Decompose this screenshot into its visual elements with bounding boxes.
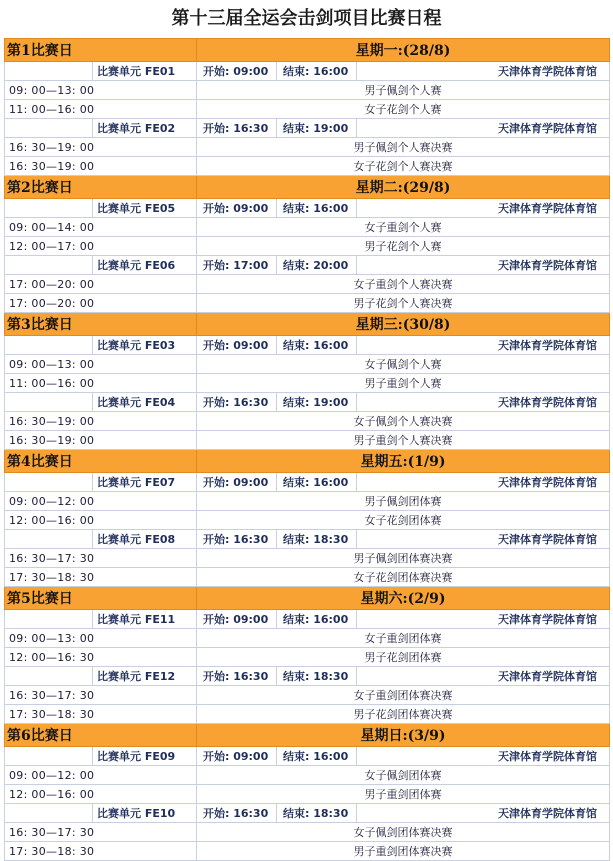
session-venue: 天津体育学院体育馆 [357, 610, 610, 629]
event-name: 女子重剑团体赛 [197, 629, 610, 648]
session-start: 开始: 09:00 [197, 610, 277, 629]
event-name: 女子花剑个人赛 [197, 100, 610, 119]
session-unit: 比赛单元 FE02 [93, 119, 197, 138]
session-start: 开始: 09:00 [197, 62, 277, 81]
day-header-row [5, 39, 610, 62]
session-start: 开始: 16:30 [197, 393, 277, 412]
session-unit: 比赛单元 FE08 [93, 530, 197, 549]
session-venue: 天津体育学院体育馆 [357, 256, 610, 275]
event-time: 16: 30—19: 00 [5, 412, 197, 431]
session-row [5, 667, 610, 686]
event-row [5, 842, 610, 861]
event-time: 09: 00—12: 00 [5, 492, 197, 511]
event-time: 09: 00—13: 00 [5, 629, 197, 648]
event-time: 12: 00—16: 00 [5, 511, 197, 530]
event-row [5, 511, 610, 530]
day-label: 第6比赛日 [5, 724, 197, 747]
event-row [5, 100, 610, 119]
event-time: 16: 30—19: 00 [5, 138, 197, 157]
event-name: 男子重剑团体赛决赛 [197, 842, 610, 861]
event-row [5, 275, 610, 294]
day-header-row [5, 313, 610, 336]
session-unit: 比赛单元 FE10 [93, 804, 197, 823]
event-name: 女子佩剑团体赛决赛 [197, 823, 610, 842]
event-row [5, 492, 610, 511]
day-date: 星期日:(3/9) [197, 724, 610, 747]
event-row [5, 823, 610, 842]
page-title: 第十三届全运会击剑项目比赛日程 [171, 8, 442, 29]
event-time: 17: 30—18: 30 [5, 842, 197, 861]
session-start: 开始: 16:30 [197, 804, 277, 823]
spacer-cell [5, 393, 93, 412]
event-row [5, 766, 610, 785]
schedule-document [4, 0, 609, 861]
event-time: 12: 00—16: 00 [5, 785, 197, 804]
session-venue: 天津体育学院体育馆 [357, 62, 610, 81]
day-date: 星期五:(1/9) [197, 450, 610, 473]
session-end: 结束: 16:00 [277, 62, 357, 81]
event-time: 09: 00—13: 00 [5, 81, 197, 100]
event-name: 男子花剑个人赛 [197, 237, 610, 256]
session-row [5, 747, 610, 766]
session-end: 结束: 18:30 [277, 667, 357, 686]
session-start: 开始: 09:00 [197, 199, 277, 218]
session-unit: 比赛单元 FE01 [93, 62, 197, 81]
event-name: 女子佩剑个人赛 [197, 355, 610, 374]
session-unit: 比赛单元 FE03 [93, 336, 197, 355]
event-time: 16: 30—19: 00 [5, 431, 197, 450]
event-row [5, 157, 610, 176]
session-venue: 天津体育学院体育馆 [357, 393, 610, 412]
session-start: 开始: 16:30 [197, 119, 277, 138]
spacer-cell [5, 199, 93, 218]
session-row [5, 610, 610, 629]
session-venue: 天津体育学院体育馆 [357, 747, 610, 766]
event-name: 男子佩剑个人赛 [197, 81, 610, 100]
event-name: 女子花剑个人赛决赛 [197, 157, 610, 176]
event-name: 男子重剑个人赛决赛 [197, 431, 610, 450]
session-row [5, 199, 610, 218]
session-venue: 天津体育学院体育馆 [357, 473, 610, 492]
event-row [5, 355, 610, 374]
session-venue: 天津体育学院体育馆 [357, 119, 610, 138]
event-name: 男子花剑团体赛 [197, 648, 610, 667]
event-name: 男子重剑个人赛 [197, 374, 610, 393]
event-name: 男子花剑团体赛决赛 [197, 705, 610, 724]
spacer-cell [5, 530, 93, 549]
day-header-row [5, 587, 610, 610]
event-row [5, 686, 610, 705]
session-end: 结束: 19:00 [277, 393, 357, 412]
event-time: 17: 00—20: 00 [5, 294, 197, 313]
event-name: 男子佩剑团体赛决赛 [197, 549, 610, 568]
session-row [5, 530, 610, 549]
event-name: 女子佩剑个人赛决赛 [197, 412, 610, 431]
session-row [5, 393, 610, 412]
spacer-cell [5, 747, 93, 766]
event-name: 男子佩剑个人赛决赛 [197, 138, 610, 157]
session-start: 开始: 17:00 [197, 256, 277, 275]
session-unit: 比赛单元 FE12 [93, 667, 197, 686]
session-end: 结束: 16:00 [277, 473, 357, 492]
event-name: 男子花剑个人赛决赛 [197, 294, 610, 313]
day-date: 星期一:(28/8) [197, 39, 610, 62]
session-end: 结束: 16:00 [277, 610, 357, 629]
event-time: 17: 30—18: 30 [5, 705, 197, 724]
event-row [5, 294, 610, 313]
event-row [5, 629, 610, 648]
session-start: 开始: 16:30 [197, 667, 277, 686]
session-end: 结束: 20:00 [277, 256, 357, 275]
session-start: 开始: 16:30 [197, 530, 277, 549]
session-unit: 比赛单元 FE06 [93, 256, 197, 275]
session-venue: 天津体育学院体育馆 [357, 199, 610, 218]
session-unit: 比赛单元 FE09 [93, 747, 197, 766]
event-row [5, 549, 610, 568]
event-row [5, 648, 610, 667]
event-row [5, 374, 610, 393]
session-row [5, 473, 610, 492]
event-time: 17: 00—20: 00 [5, 275, 197, 294]
session-venue: 天津体育学院体育馆 [357, 336, 610, 355]
schedule-table [4, 38, 610, 861]
event-time: 11: 00—16: 00 [5, 374, 197, 393]
event-time: 09: 00—14: 00 [5, 218, 197, 237]
day-label: 第3比赛日 [5, 313, 197, 336]
event-name: 男子重剑团体赛 [197, 785, 610, 804]
event-time: 17: 30—18: 30 [5, 568, 197, 587]
event-name: 女子重剑个人赛 [197, 218, 610, 237]
event-row [5, 412, 610, 431]
session-row [5, 62, 610, 81]
event-row [5, 785, 610, 804]
event-row [5, 237, 610, 256]
event-time: 12: 00—17: 00 [5, 237, 197, 256]
session-unit: 比赛单元 FE04 [93, 393, 197, 412]
spacer-cell [5, 473, 93, 492]
session-start: 开始: 09:00 [197, 747, 277, 766]
session-row [5, 256, 610, 275]
session-unit: 比赛单元 FE11 [93, 610, 197, 629]
day-label: 第2比赛日 [5, 176, 197, 199]
event-time: 09: 00—13: 00 [5, 355, 197, 374]
session-venue: 天津体育学院体育馆 [357, 667, 610, 686]
spacer-cell [5, 336, 93, 355]
day-date: 星期二:(29/8) [197, 176, 610, 199]
day-header-row [5, 724, 610, 747]
session-end: 结束: 18:30 [277, 804, 357, 823]
spacer-cell [5, 610, 93, 629]
event-time: 16: 30—19: 00 [5, 157, 197, 176]
session-start: 开始: 09:00 [197, 473, 277, 492]
spacer-cell [5, 256, 93, 275]
event-row [5, 431, 610, 450]
session-start: 开始: 09:00 [197, 336, 277, 355]
day-label: 第4比赛日 [5, 450, 197, 473]
session-end: 结束: 18:30 [277, 530, 357, 549]
day-label: 第5比赛日 [5, 587, 197, 610]
event-time: 12: 00—16: 30 [5, 648, 197, 667]
day-date: 星期三:(30/8) [197, 313, 610, 336]
session-end: 结束: 19:00 [277, 119, 357, 138]
day-header-row [5, 176, 610, 199]
spacer-cell [5, 119, 93, 138]
session-end: 结束: 16:00 [277, 747, 357, 766]
event-time: 09: 00—12: 00 [5, 766, 197, 785]
session-row [5, 119, 610, 138]
event-time: 11: 00—16: 00 [5, 100, 197, 119]
session-unit: 比赛单元 FE05 [93, 199, 197, 218]
session-venue: 天津体育学院体育馆 [357, 530, 610, 549]
event-time: 16: 30—17: 30 [5, 549, 197, 568]
session-end: 结束: 16:00 [277, 199, 357, 218]
event-time: 16: 30—17: 30 [5, 823, 197, 842]
event-name: 女子重剑个人赛决赛 [197, 275, 610, 294]
spacer-cell [5, 667, 93, 686]
event-name: 女子花剑团体赛 [197, 511, 610, 530]
session-row [5, 804, 610, 823]
day-label: 第1比赛日 [5, 39, 197, 62]
spacer-cell [5, 804, 93, 823]
event-row [5, 568, 610, 587]
event-row [5, 218, 610, 237]
event-name: 女子花剑团体赛决赛 [197, 568, 610, 587]
event-name: 男子佩剑团体赛 [197, 492, 610, 511]
day-header-row [5, 450, 610, 473]
session-row [5, 336, 610, 355]
event-time: 16: 30—17: 30 [5, 686, 197, 705]
event-name: 女子佩剑团体赛 [197, 766, 610, 785]
event-name: 女子重剑团体赛决赛 [197, 686, 610, 705]
event-row [5, 81, 610, 100]
event-row [5, 705, 610, 724]
spacer-cell [5, 62, 93, 81]
session-end: 结束: 16:00 [277, 336, 357, 355]
day-date: 星期六:(2/9) [197, 587, 610, 610]
session-venue: 天津体育学院体育馆 [357, 804, 610, 823]
event-row [5, 138, 610, 157]
session-unit: 比赛单元 FE07 [93, 473, 197, 492]
